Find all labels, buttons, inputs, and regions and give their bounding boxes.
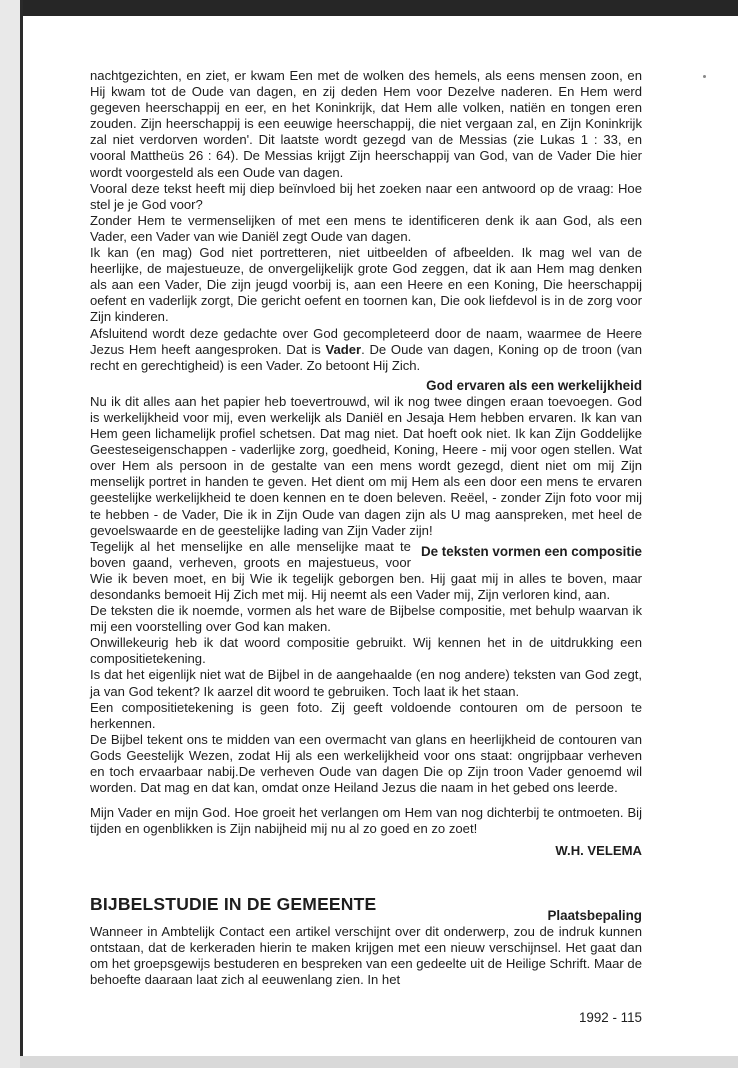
paragraph: De teksten die ik noemde, vormen als het ware de Bijbelse compositie, met behulp waarvan ik mij een voorstelling over God kan maken. — [90, 603, 642, 635]
paragraph-text: Tegelijk al het menselijke en alle menselijke maat te boven gaand, verheven, groots en majestueus, voor Wie ik beven moet, en bij Wie ik tegelijk geborgen ben. Hij gaat mij in alles te boven, maar desondanks bemoeit Hij Zich met mij. Hij neemt als een Vader mij, Zijn verloren kind, aan. — [90, 538, 642, 602]
paragraph: Nu ik dit alles aan het papier heb toevertrouwd, wil ik nog twee dingen eraan toevoegen. God is werkelijkheid voor mij, even werkelijk als Daniël en Jesaja Hem hebben ervaren. Ik kan van Hem geen lichamelijk profiel schetsen. Dat mag niet. Dat hoeft ook niet. Ik kan Zijn Goddelijke Geesteseigenschappen - vaderlijke zorg, goedheid, Koning, Heere - mij voor ogen stellen. Wat over Hem als persoon in de gestalte van een mens wordt gezegd, dient niet om mij Zijn menselijk portret in handen te geven. Het dient om mij Hem als een door een mens te ervaren geestelijke werkelijkheid te doen kennen en te doen beleven. Reëel, - zonder Zijn foto voor mij te hebben - de Vader, Die ik in Zijn Oude van dagen zijn als U mag aanspreken, met heel de gevoelswaarde en de geestelijke lading van Zijn Vader zijn! — [90, 393, 642, 538]
paragraph-with-heading — [90, 539, 642, 603]
section-heading-god-ervaren: God ervaren als een werkelijkheid — [426, 377, 642, 393]
author-signature: W.H. VELEMA — [555, 843, 642, 859]
paragraph: Mijn Vader en mijn God. Hoe groeit het verlangen om Hem van nog dichterbij te ontmoeten. Bij tijden en ogenblikken is Zijn nabijheid mij nu al zo goed en zo zoet! — [90, 805, 642, 837]
paragraph-gap — [90, 796, 642, 805]
paragraph: Wanneer in Ambtelijk Contact een artikel verschijnt over dit onderwerp, zou de indruk kunnen ontstaan, dat de kerkeraden hierin te maken krijgen met een nieuw verschijnsel. Het gaat dan om het groepsgewijs bestuderen en bespreken van een gedeelte uit de Heilige Schrift. Maar de behoefte daaraan laat zich al eeuwenlang zien. In het — [90, 923, 642, 987]
paragraph: Vooral deze tekst heeft mij diep beïnvloed bij het zoeken naar een antwoord op de vraag: Hoe stel je je God voor? — [90, 180, 642, 212]
paragraph-vader — [90, 326, 642, 374]
scan-bottom-edge — [20, 1056, 738, 1068]
paragraph: Een compositietekening is geen foto. Zij geeft voldoende contouren om de persoon te herkennen. — [90, 699, 642, 731]
paragraph: De Bijbel tekent ons te midden van een overmacht van glans en heerlijkheid de contouren van Gods Geestelijk Wezen, zodat Hij als een werkelijkheid voor ons staat: ongrijpbaar verheven en toch ervaarbaar nabij.De verheven Oude van dagen Die op Zijn troon Vader genoemd wil worden. Dat mag en dat kan, omdat onze Heiland Jezus die naam in het gebed ons leerde. — [90, 731, 642, 796]
article-title: BIJBELSTUDIE IN DE GEMEENTE — [90, 893, 377, 914]
paragraph-text: Afsluitend wordt deze gedachte over God gecompleteerd door de naam, waarmee de Heere Jezus Hem heeft aangesproken. Dat is — [90, 325, 642, 357]
paragraph: Ik kan (en mag) God niet portretteren, niet uitbeelden of afbeelden. Ik mag wel van de heerlijke, de majestueuze, de onvergelijkelijk grote God zeggen, dat ik aan Hem mag denken als aan een Vader, Die zijn jeugd voorbij is, aan een Heere en een Koning, Die heerschappij oefent en vaderlijk zorgt, Die gericht oefent en toornen kan, Die ook liefdevol is in de zorg voor Zijn kinderen. — [90, 245, 642, 325]
paragraph: Zonder Hem te vermenselijken of met een mens te identificeren denk ik aan God, als een Vader, een Vader van wie Daniël zegt Oude van dagen. — [90, 212, 642, 244]
paragraph-text: . De Oude van dagen, Koning op de troon (van recht en gerechtigheid) is een Vader. Zo betoont Hij Zich. — [90, 341, 642, 373]
scan-top-border — [0, 0, 738, 16]
scan-left-margin — [0, 0, 22, 1068]
page-number: 1992 - 115 — [578, 1009, 642, 1025]
emphasis-vader: Vader — [325, 341, 362, 357]
paragraph: Onwillekeurig heb ik dat woord compositie gebruikt. Wij kennen het in de uitdrukking een compositietekening. — [90, 635, 642, 667]
scan-speck — [703, 75, 706, 78]
scan-left-edge-line — [20, 0, 23, 1068]
paragraph: Is dat het eigenlijk niet wat de Bijbel in de aangehaalde (en nog andere) teksten van God zegt, ja van God tekent? Ik aarzel dit woord te gebruiken. Toch laat ik het staan. — [90, 667, 642, 699]
paragraph: nachtgezichten, en ziet, er kwam Een met de wolken des hemels, als eens mensen zoon, en Hij kwam tot de Oude van dagen, en zij deden Hem voor Dezelve naderen. En Hem werd gegeven heerschappij en eer, en het Koninkrijk, dat Hem alle volken, natiën en tongen eren zouden. Zijn heerschappij is een eeuwige heerschappij, die niet vergaan zal, en Zijn Koninkrijk zal niet verdorven worden'. Dit laatste wordt gezegd van de Messias (zie Lukas 1 : 33, en vooral Mattheüs 26 : 64). De Messias krijgt Zijn heerschappij van God, van de Vader Die hier wordt voorgesteld als een Oude van dagen. — [90, 68, 642, 180]
article-subtitle: Plaatsbepaling — [547, 907, 642, 923]
section-heading-compositie: De teksten vormen een compositie — [420, 543, 642, 559]
page-content — [90, 68, 642, 1026]
